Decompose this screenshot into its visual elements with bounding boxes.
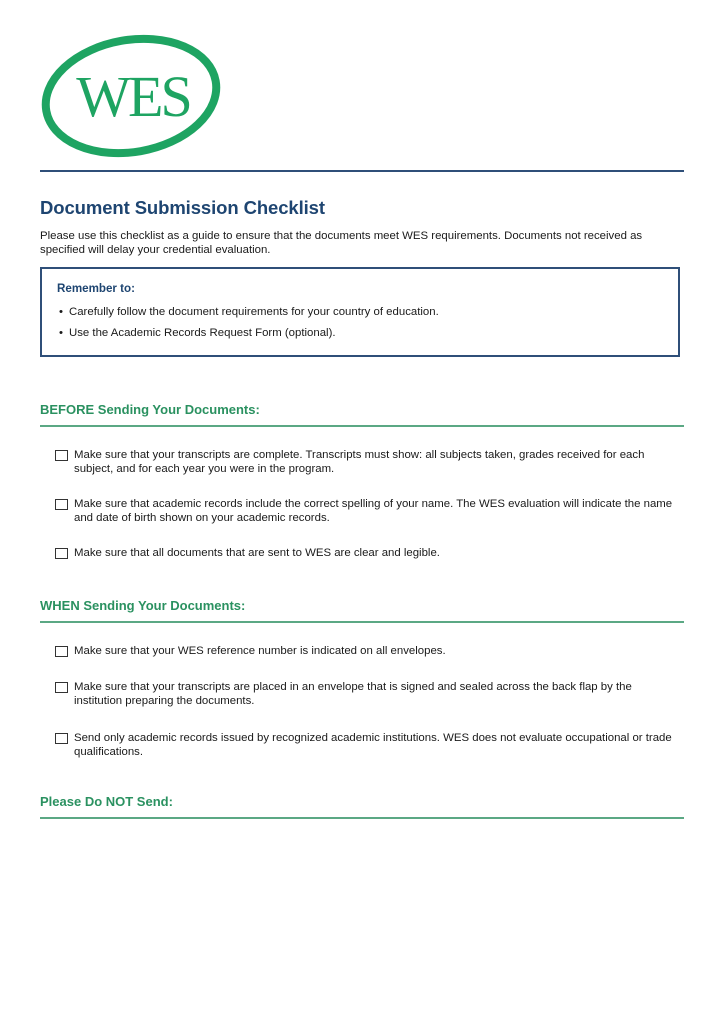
checkbox[interactable] — [55, 548, 68, 559]
checkbox[interactable] — [55, 450, 68, 461]
intro-text: Please use this checklist as a guide to ensure that the documents meet WES requirements. Documents not received as specified will delay your credential evaluation. — [40, 230, 643, 256]
wes-logo — [39, 34, 224, 158]
bullet-icon: • — [59, 306, 63, 318]
remember-list — [59, 305, 439, 347]
checkbox[interactable] — [55, 646, 68, 657]
bullet-icon: • — [59, 327, 63, 339]
wes-logo-text: WES — [76, 64, 190, 129]
remember-title: Remember to: — [57, 282, 135, 295]
section-title-when: WHEN Sending Your Documents: — [40, 598, 246, 613]
section-divider — [40, 621, 684, 623]
header-divider — [40, 170, 684, 172]
checkbox[interactable] — [55, 499, 68, 510]
checkbox[interactable] — [55, 733, 68, 744]
section-divider — [40, 425, 684, 427]
page-title: Document Submission Checklist — [40, 197, 325, 218]
remember-box — [40, 267, 680, 357]
section-title-before: BEFORE Sending Your Documents: — [40, 402, 260, 417]
checkbox[interactable] — [55, 682, 68, 693]
remember-item: • Use the Academic Records Request Form (optional). — [59, 327, 336, 339]
section-divider — [40, 817, 684, 819]
remember-item: • Carefully follow the document requirements for your country of education. — [59, 306, 439, 318]
section-title-do-not-send: Please Do NOT Send: — [40, 794, 173, 809]
